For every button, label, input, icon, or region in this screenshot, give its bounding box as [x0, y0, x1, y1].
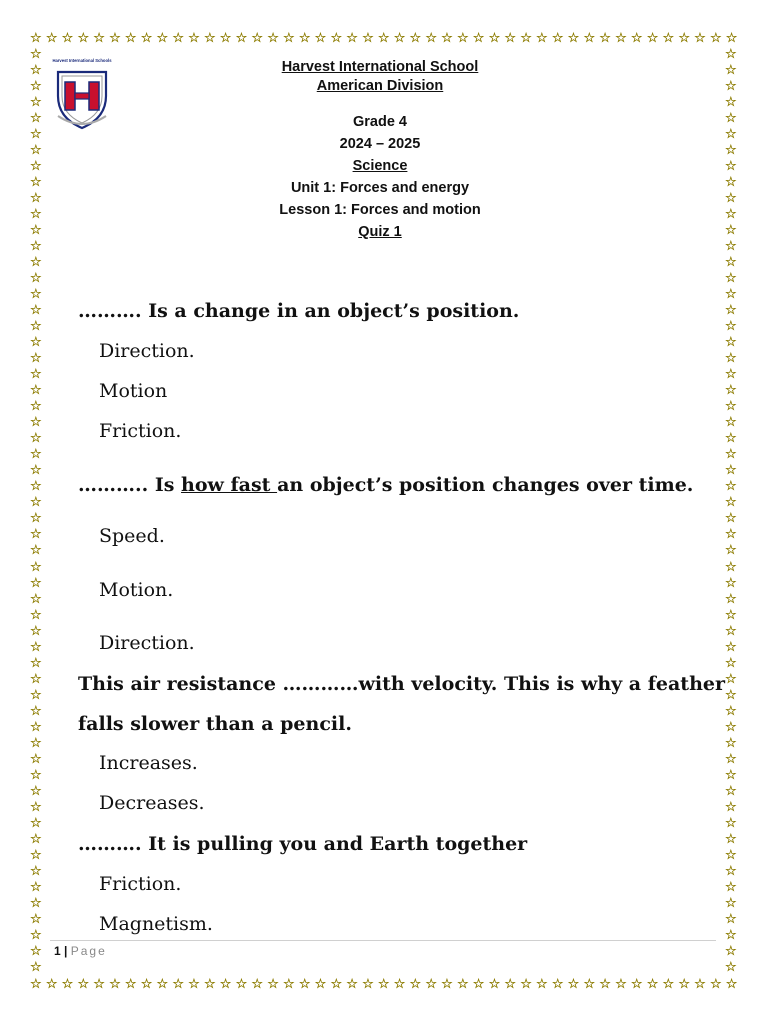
- star-icon: ☆: [725, 559, 737, 575]
- star-icon: ☆: [30, 687, 42, 703]
- star-icon: ☆: [725, 783, 737, 799]
- star-icon: ☆: [30, 815, 42, 831]
- star-icon: ☆: [725, 271, 737, 287]
- star-icon: ☆: [725, 639, 737, 655]
- star-icon: ☆: [393, 977, 406, 992]
- star-icon: ☆: [203, 31, 216, 46]
- star-icon: ☆: [456, 31, 469, 46]
- header-school-block: [160, 56, 600, 97]
- star-icon: ☆: [30, 511, 42, 527]
- star-icon: ☆: [694, 977, 706, 992]
- star-icon: ☆: [504, 977, 517, 992]
- star-icon: ☆: [30, 911, 42, 927]
- star-icon: ☆: [30, 335, 42, 351]
- star-icon: ☆: [30, 399, 42, 415]
- star-icon: ☆: [725, 111, 737, 127]
- star-icon: ☆: [330, 977, 343, 992]
- star-icon: ☆: [472, 31, 485, 46]
- star-icon: ☆: [30, 959, 42, 975]
- star-icon: ☆: [30, 175, 42, 191]
- star-icon: ☆: [725, 335, 737, 351]
- star-icon: ☆: [30, 207, 42, 223]
- star-icon: ☆: [551, 977, 564, 992]
- star-icon: ☆: [251, 31, 264, 46]
- star-icon: ☆: [267, 31, 279, 46]
- star-icon: ☆: [725, 977, 738, 992]
- star-icon: ☆: [662, 977, 675, 992]
- star-icon: ☆: [30, 239, 42, 255]
- star-icon: ☆: [725, 351, 737, 367]
- star-icon: ☆: [30, 111, 42, 127]
- star-icon: ☆: [567, 31, 580, 46]
- star-icon: ☆: [725, 655, 737, 671]
- star-icon: ☆: [646, 31, 659, 46]
- question-2-underlined: how fast: [181, 474, 278, 496]
- star-icon: ☆: [314, 977, 327, 992]
- star-icon: ☆: [314, 31, 327, 46]
- division-name: American Division: [316, 78, 444, 94]
- star-icon: ☆: [77, 977, 90, 992]
- star-icon: ☆: [725, 623, 737, 639]
- star-icon: ☆: [283, 977, 295, 992]
- star-icon: ☆: [93, 31, 105, 46]
- star-icon: ☆: [30, 977, 42, 992]
- lesson-title: Lesson 1: Forces and motion: [279, 202, 481, 218]
- star-icon: ☆: [583, 31, 596, 46]
- star-icon: ☆: [30, 847, 42, 863]
- star-icon: ☆: [124, 977, 137, 992]
- star-icon: ☆: [30, 367, 42, 383]
- star-icon: ☆: [630, 977, 643, 992]
- star-icon: ☆: [109, 977, 121, 992]
- star-icon: ☆: [583, 977, 596, 992]
- star-icon: ☆: [725, 31, 738, 46]
- star-icon: ☆: [172, 977, 184, 992]
- star-icon: ☆: [30, 319, 42, 335]
- star-icon: ☆: [599, 977, 611, 992]
- star-icon: ☆: [30, 783, 42, 799]
- star-icon: ☆: [725, 911, 737, 927]
- star-icon: ☆: [725, 831, 737, 847]
- star-icon: ☆: [156, 977, 169, 992]
- star-icon: ☆: [725, 527, 737, 543]
- star-icon: ☆: [330, 31, 343, 46]
- star-icon: ☆: [536, 977, 548, 992]
- q4-option-1: Friction.: [99, 873, 182, 895]
- star-icon: ☆: [488, 31, 501, 46]
- star-icon: ☆: [30, 831, 42, 847]
- star-icon: ☆: [30, 575, 42, 591]
- star-icon: ☆: [140, 31, 153, 46]
- star-icon: ☆: [30, 431, 42, 447]
- star-icon: ☆: [725, 863, 737, 879]
- q1-option-2: Motion: [99, 380, 168, 402]
- star-icon: ☆: [156, 31, 169, 46]
- star-icon: ☆: [709, 977, 722, 992]
- star-icon: ☆: [725, 367, 737, 383]
- star-icon: ☆: [30, 559, 42, 575]
- star-icon: ☆: [30, 255, 42, 271]
- star-icon: ☆: [725, 447, 737, 463]
- star-icon: ☆: [61, 977, 74, 992]
- star-icon: ☆: [615, 977, 627, 992]
- q3-option-2: Decreases.: [99, 792, 205, 814]
- star-icon: ☆: [725, 671, 737, 687]
- star-icon: ☆: [725, 511, 737, 527]
- star-icon: ☆: [725, 927, 737, 943]
- star-icon: ☆: [30, 895, 42, 911]
- star-icon: ☆: [30, 47, 42, 62]
- star-icon: ☆: [30, 223, 42, 239]
- star-icon: ☆: [188, 31, 200, 46]
- q1-option-3: Friction.: [99, 420, 182, 442]
- star-icon: ☆: [298, 977, 311, 992]
- star-icon: ☆: [725, 287, 737, 303]
- star-icon: ☆: [30, 31, 42, 46]
- unit-title: Unit 1: Forces and energy: [290, 180, 470, 196]
- star-icon: ☆: [599, 31, 611, 46]
- star-icon: ☆: [30, 463, 42, 479]
- star-icon: ☆: [725, 431, 737, 447]
- star-icon: ☆: [725, 303, 737, 319]
- star-icon: ☆: [551, 31, 564, 46]
- star-icon: ☆: [725, 895, 737, 911]
- star-icon: ☆: [172, 31, 184, 46]
- star-border-right: [725, 48, 737, 974]
- page-number: 1: [54, 944, 61, 958]
- star-icon: ☆: [725, 591, 737, 607]
- star-icon: ☆: [678, 31, 690, 46]
- star-icon: ☆: [30, 159, 42, 175]
- star-icon: ☆: [30, 495, 42, 511]
- star-icon: ☆: [30, 287, 42, 303]
- star-icon: ☆: [662, 31, 675, 46]
- grade: Grade 4: [353, 114, 407, 130]
- star-icon: ☆: [30, 863, 42, 879]
- star-icon: ☆: [30, 383, 42, 399]
- star-icon: ☆: [30, 543, 42, 559]
- question-1: ………. Is a change in an object’s position.: [78, 300, 520, 322]
- star-icon: ☆: [725, 207, 737, 223]
- star-icon: ☆: [725, 575, 737, 591]
- star-icon: ☆: [725, 463, 737, 479]
- star-icon: ☆: [536, 31, 548, 46]
- star-icon: ☆: [235, 977, 248, 992]
- star-icon: ☆: [30, 447, 42, 463]
- star-icon: ☆: [30, 415, 42, 431]
- star-icon: ☆: [725, 95, 737, 111]
- quiz-title: Quiz 1: [358, 224, 402, 240]
- question-3-line-1: This air resistance …………with velocity. This is why a feather: [78, 673, 725, 695]
- star-icon: ☆: [30, 623, 42, 639]
- star-icon: ☆: [725, 399, 737, 415]
- q2-option-2: Motion.: [99, 579, 174, 601]
- star-icon: ☆: [725, 799, 737, 815]
- star-icon: ☆: [409, 31, 422, 46]
- question-2-prefix: ……….. Is: [78, 474, 182, 496]
- star-icon: ☆: [30, 191, 42, 207]
- question-2-suffix: an object’s position changes over time.: [277, 474, 694, 496]
- star-icon: ☆: [393, 31, 406, 46]
- star-icon: ☆: [30, 63, 42, 79]
- star-icon: ☆: [725, 495, 737, 511]
- star-icon: ☆: [30, 751, 42, 767]
- star-icon: ☆: [725, 319, 737, 335]
- star-icon: ☆: [725, 543, 737, 559]
- star-icon: ☆: [30, 703, 42, 719]
- star-icon: ☆: [441, 977, 453, 992]
- star-icon: ☆: [725, 223, 737, 239]
- star-icon: ☆: [30, 127, 42, 143]
- q4-option-2: Magnetism.: [99, 913, 213, 935]
- page-footer: [54, 944, 107, 958]
- star-icon: ☆: [30, 671, 42, 687]
- star-icon: ☆: [725, 191, 737, 207]
- question-4: ………. It is pulling you and Earth together: [78, 833, 528, 855]
- star-icon: ☆: [725, 239, 737, 255]
- star-icon: ☆: [124, 31, 137, 46]
- question-3-line-2: falls slower than a pencil.: [78, 713, 352, 735]
- star-icon: ☆: [235, 31, 248, 46]
- star-icon: ☆: [725, 127, 737, 143]
- star-icon: ☆: [725, 415, 737, 431]
- star-icon: ☆: [567, 977, 580, 992]
- star-icon: ☆: [646, 977, 659, 992]
- star-icon: ☆: [203, 977, 216, 992]
- header-details-block: [160, 111, 600, 243]
- star-icon: ☆: [615, 31, 627, 46]
- school-crest-icon: [50, 58, 114, 130]
- star-icon: ☆: [30, 607, 42, 623]
- star-icon: ☆: [725, 847, 737, 863]
- star-icon: ☆: [725, 47, 737, 62]
- star-icon: ☆: [30, 943, 42, 959]
- star-icon: ☆: [30, 95, 42, 111]
- star-icon: ☆: [725, 159, 737, 175]
- logo-caption: Harvest International Schools: [52, 58, 112, 63]
- star-icon: ☆: [678, 977, 690, 992]
- star-icon: ☆: [725, 383, 737, 399]
- star-icon: ☆: [283, 31, 295, 46]
- star-icon: ☆: [219, 31, 232, 46]
- star-icon: ☆: [219, 977, 232, 992]
- star-icon: ☆: [520, 977, 532, 992]
- star-icon: ☆: [45, 977, 58, 992]
- star-icon: ☆: [425, 31, 437, 46]
- star-icon: ☆: [30, 927, 42, 943]
- star-icon: ☆: [267, 977, 279, 992]
- star-icon: ☆: [725, 63, 737, 79]
- star-icon: ☆: [30, 527, 42, 543]
- star-icon: ☆: [725, 607, 737, 623]
- star-icon: ☆: [346, 977, 358, 992]
- star-icon: ☆: [30, 719, 42, 735]
- star-icon: ☆: [30, 143, 42, 159]
- star-icon: ☆: [30, 639, 42, 655]
- star-icon: ☆: [30, 767, 42, 783]
- q2-option-3: Direction.: [99, 632, 195, 654]
- star-icon: ☆: [377, 977, 390, 992]
- q2-option-1: Speed.: [99, 525, 165, 547]
- star-icon: ☆: [77, 31, 90, 46]
- star-icon: ☆: [725, 175, 737, 191]
- star-icon: ☆: [30, 351, 42, 367]
- star-icon: ☆: [30, 479, 42, 495]
- star-border-bottom: [30, 978, 738, 991]
- star-icon: ☆: [725, 687, 737, 703]
- page-label: Page: [70, 944, 107, 958]
- star-icon: ☆: [725, 735, 737, 751]
- star-icon: ☆: [45, 31, 58, 46]
- star-icon: ☆: [30, 879, 42, 895]
- star-icon: ☆: [520, 31, 532, 46]
- star-icon: ☆: [441, 31, 453, 46]
- star-icon: ☆: [251, 977, 264, 992]
- footer-divider: [50, 940, 716, 941]
- q3-option-1: Increases.: [99, 752, 198, 774]
- school-year: 2024 – 2025: [339, 136, 421, 152]
- star-icon: ☆: [504, 31, 517, 46]
- star-icon: ☆: [409, 977, 422, 992]
- star-icon: ☆: [109, 31, 121, 46]
- star-icon: ☆: [30, 591, 42, 607]
- star-icon: ☆: [30, 79, 42, 95]
- star-icon: ☆: [30, 799, 42, 815]
- star-border-left: [30, 48, 42, 974]
- star-icon: ☆: [30, 271, 42, 287]
- q1-option-1: Direction.: [99, 340, 195, 362]
- star-icon: ☆: [30, 655, 42, 671]
- star-icon: ☆: [725, 959, 737, 975]
- star-icon: ☆: [30, 735, 42, 751]
- subject: Science: [352, 158, 408, 174]
- page-separator: |: [60, 944, 71, 958]
- star-icon: ☆: [725, 255, 737, 271]
- star-icon: ☆: [725, 815, 737, 831]
- star-border-top: [30, 32, 738, 45]
- star-icon: ☆: [425, 977, 437, 992]
- star-icon: ☆: [694, 31, 706, 46]
- star-icon: ☆: [456, 977, 469, 992]
- star-icon: ☆: [488, 977, 501, 992]
- star-icon: ☆: [362, 977, 374, 992]
- star-icon: ☆: [630, 31, 643, 46]
- star-icon: ☆: [377, 31, 390, 46]
- question-2: [78, 473, 693, 497]
- star-icon: ☆: [725, 879, 737, 895]
- star-icon: ☆: [725, 479, 737, 495]
- star-icon: ☆: [93, 977, 105, 992]
- star-icon: ☆: [346, 31, 358, 46]
- school-name: Harvest International School: [281, 59, 479, 75]
- star-icon: ☆: [725, 751, 737, 767]
- star-icon: ☆: [725, 703, 737, 719]
- star-icon: ☆: [725, 943, 737, 959]
- star-icon: ☆: [140, 977, 153, 992]
- star-icon: ☆: [362, 31, 374, 46]
- star-icon: ☆: [472, 977, 485, 992]
- star-icon: ☆: [298, 31, 311, 46]
- star-icon: ☆: [725, 143, 737, 159]
- star-icon: ☆: [725, 719, 737, 735]
- star-icon: ☆: [188, 977, 200, 992]
- star-icon: ☆: [61, 31, 74, 46]
- star-icon: ☆: [30, 303, 42, 319]
- star-icon: ☆: [725, 79, 737, 95]
- star-icon: ☆: [725, 767, 737, 783]
- star-icon: ☆: [709, 31, 722, 46]
